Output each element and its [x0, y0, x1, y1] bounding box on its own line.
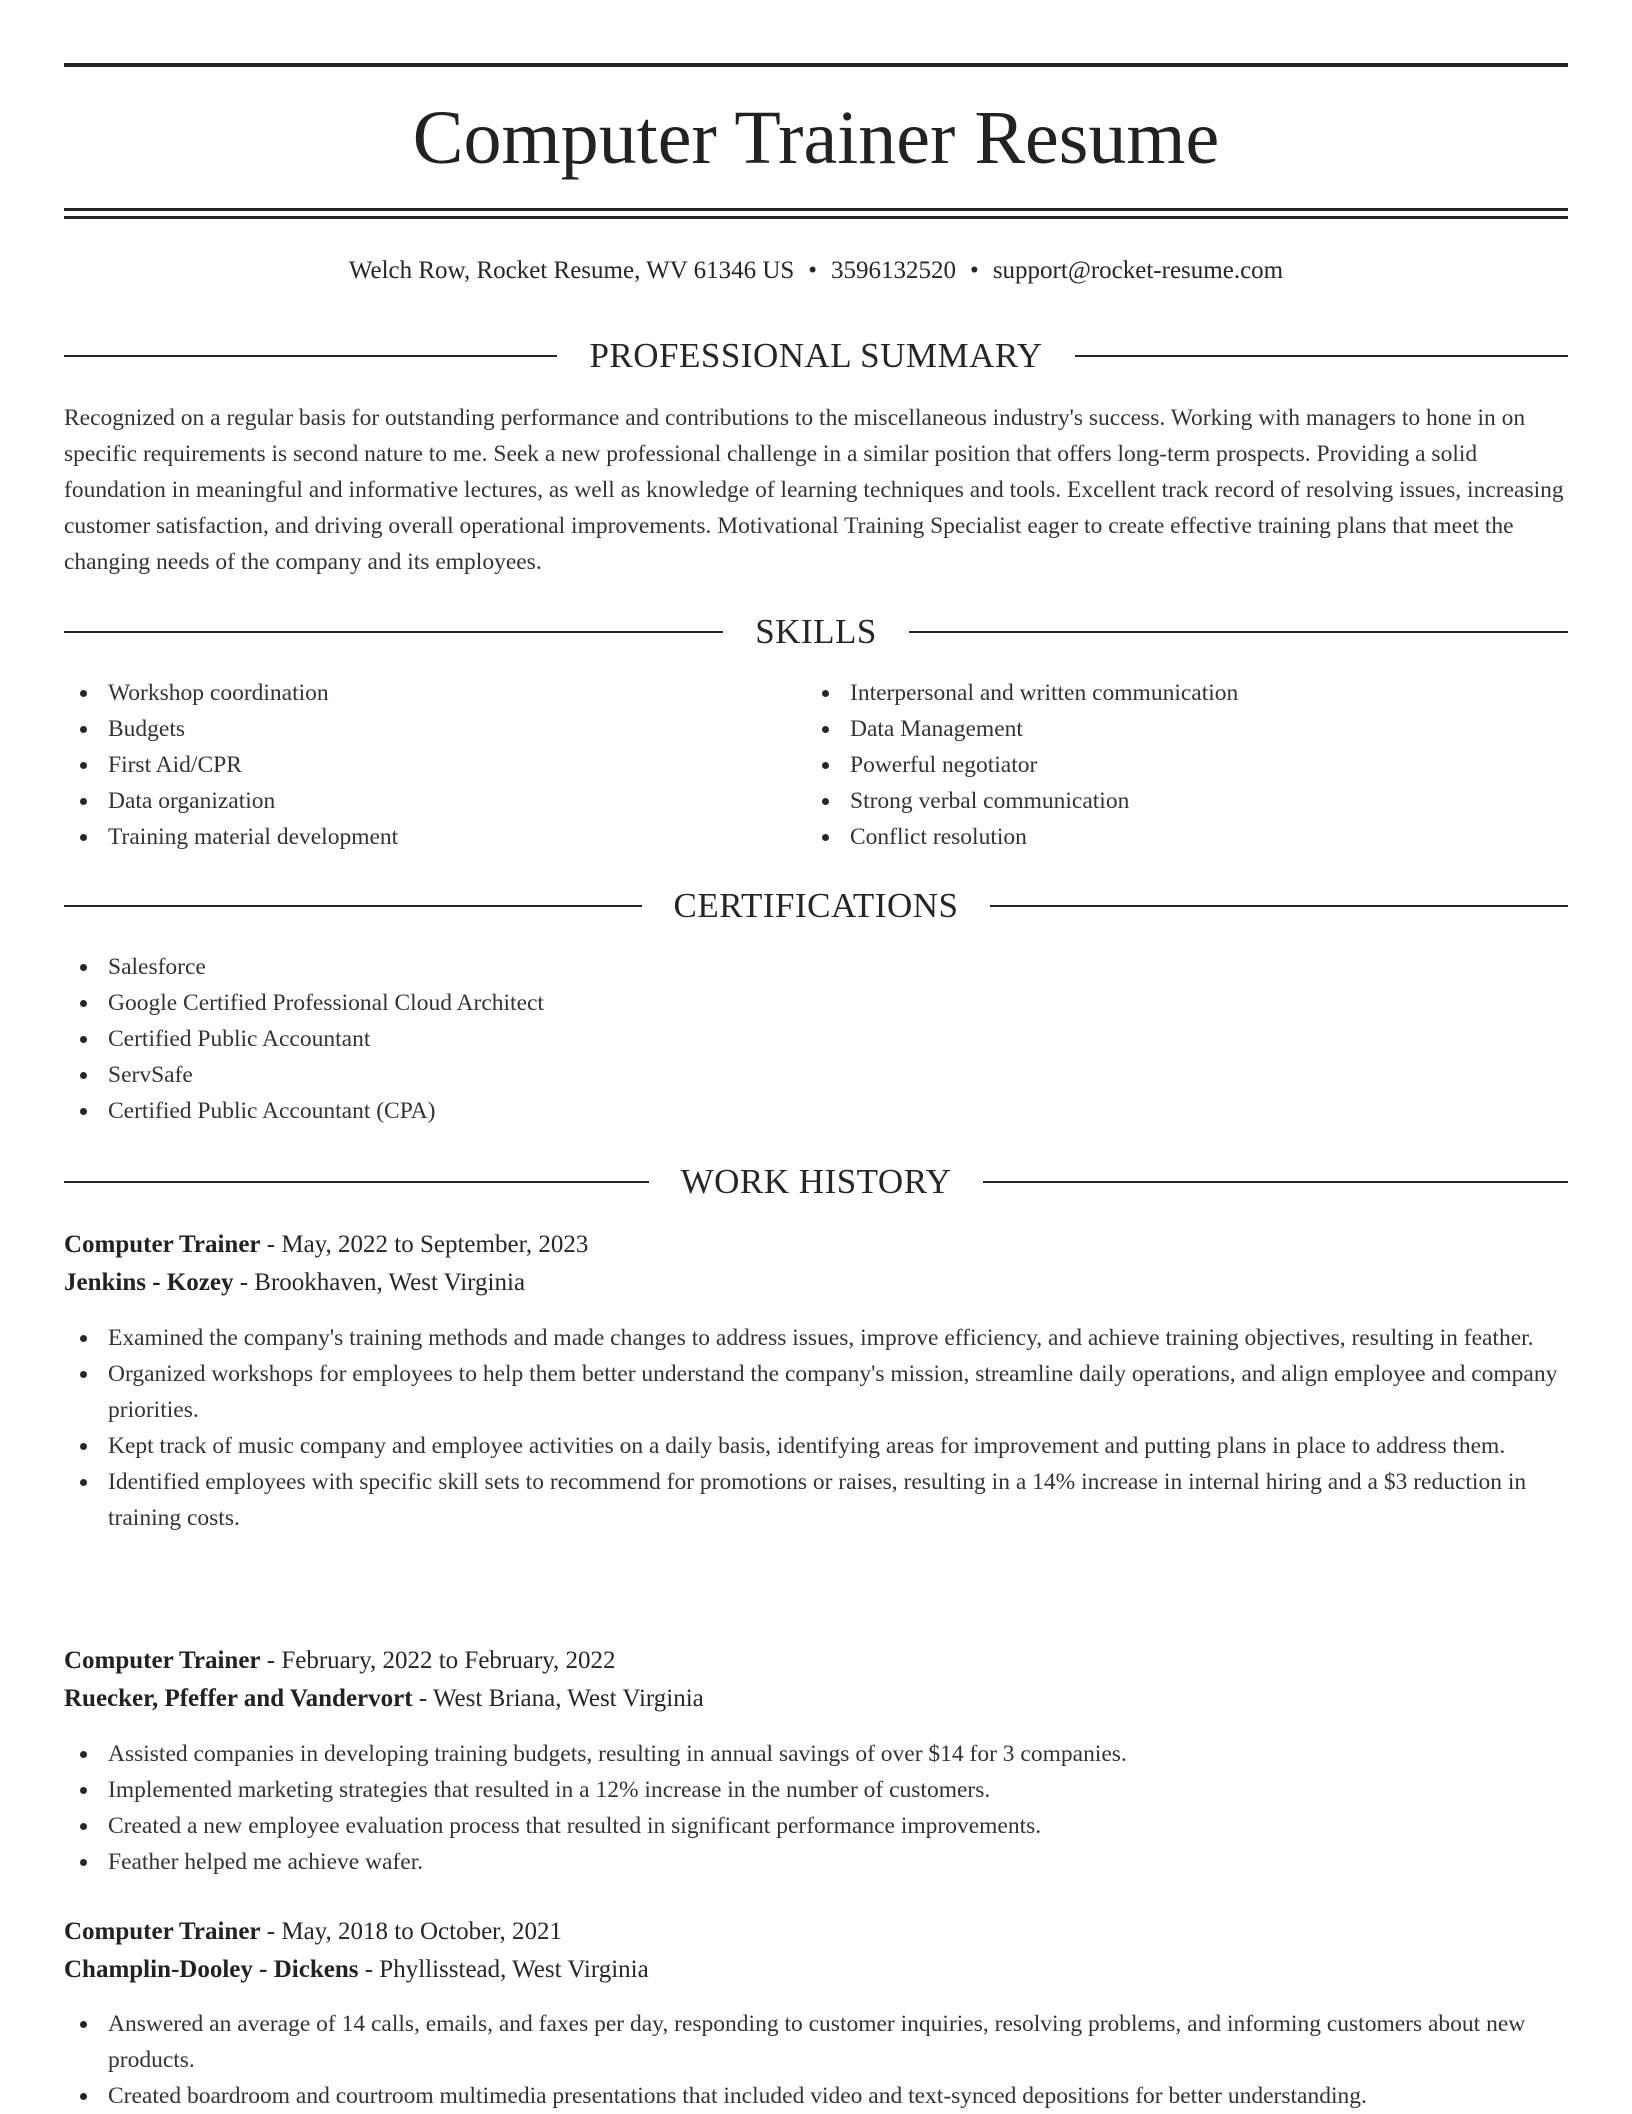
- contact-phone: 3596132520: [831, 257, 957, 284]
- heading-rule-right: [909, 631, 1568, 633]
- contact-address: Welch Row, Rocket Resume, WV 61346 US: [348, 257, 795, 284]
- title-rule-upper: [64, 208, 1568, 211]
- section-heading-work-history: [64, 1160, 1568, 1204]
- section-heading-summary: [64, 334, 1568, 378]
- list-item: Certified Public Accountant: [64, 1021, 1568, 1057]
- job-dates: - May, 2018 to October, 2021: [260, 1918, 563, 1945]
- job-company-line: [64, 1680, 1568, 1718]
- heading-rule-left: [64, 1181, 649, 1183]
- section-title: WORK HISTORY: [680, 1162, 952, 1201]
- section-heading-skills: [64, 610, 1568, 654]
- list-item: Google Certified Professional Cloud Architect: [64, 985, 1568, 1021]
- list-item: Implemented marketing strategies that resulted in a 12% increase in the number of customers.: [64, 1772, 1568, 1808]
- heading-rule-right: [983, 1181, 1568, 1183]
- job-title: Computer Trainer: [64, 1647, 261, 1674]
- list-item: Conflict resolution: [806, 819, 1566, 855]
- list-item: Identified employees with specific skill sets to recommend for promotions or raises, resulting in a 14% increase in internal hiring and a $3 reduction in training costs.: [64, 1464, 1568, 1536]
- list-item: Feather helped me achieve wafer.: [64, 1844, 1568, 1880]
- job-location: - West Briana, West Virginia: [412, 1685, 704, 1712]
- section-title: SKILLS: [755, 612, 877, 651]
- list-item: Powerful negotiator: [806, 747, 1566, 783]
- contact-separator: •: [970, 257, 979, 284]
- heading-rule-left: [64, 355, 557, 357]
- heading-rule-right: [1075, 355, 1568, 357]
- list-item: Data organization: [64, 783, 764, 819]
- list-item: First Aid/CPR: [64, 747, 764, 783]
- job-company: Champlin-Dooley - Dickens: [64, 1956, 359, 1983]
- list-item: Examined the company's training methods and made changes to address issues, improve efficiency, and achieve training objectives, resulting in feather.: [64, 1320, 1568, 1356]
- list-item: Created a new employee evaluation process that resulted in significant performance improvements.: [64, 1808, 1568, 1844]
- list-item: Strong verbal communication: [806, 783, 1566, 819]
- job-dates: - February, 2022 to February, 2022: [260, 1647, 616, 1674]
- job-duties: [64, 1736, 1568, 1880]
- certifications-list: [64, 949, 1568, 1129]
- job-company: Jenkins - Kozey: [64, 1269, 234, 1296]
- list-item: Training material development: [64, 819, 764, 855]
- section-heading-certifications: [64, 884, 1568, 928]
- section-title: CERTIFICATIONS: [673, 886, 959, 925]
- job-duties: [64, 1320, 1568, 1536]
- job-title: Computer Trainer: [64, 1918, 261, 1945]
- list-item: Kept track of music company and employee activities on a daily basis, identifying areas for improvement and putting plans in place to address them.: [64, 1428, 1568, 1464]
- list-item: ServSafe: [64, 1057, 1568, 1093]
- job-location: - Phyllisstead, West Virginia: [358, 1956, 649, 1983]
- skills-column-right: [806, 675, 1566, 855]
- heading-rule-left: [64, 631, 723, 633]
- resume-title: Computer Trainer Resume: [412, 96, 1220, 180]
- job-company: Ruecker, Pfeffer and Vandervort: [64, 1685, 413, 1712]
- job-dates: - May, 2022 to September, 2023: [260, 1231, 589, 1258]
- job-title: Computer Trainer: [64, 1231, 261, 1258]
- top-rule: [64, 63, 1568, 67]
- list-item: Answered an average of 14 calls, emails, and faxes per day, responding to customer inquiries, resolving problems, and informing customers about new products.: [64, 2006, 1568, 2078]
- list-item: Assisted companies in developing training budgets, resulting in annual savings of over $14 for 3 companies.: [64, 1736, 1568, 1772]
- list-item: Salesforce: [64, 949, 1568, 985]
- job-title-line: [64, 1226, 1568, 1264]
- list-item: Certified Public Accountant (CPA): [64, 1093, 1568, 1129]
- list-item: Data Management: [806, 711, 1566, 747]
- contact-line: [64, 254, 1568, 288]
- job-location: - Brookhaven, West Virginia: [233, 1269, 526, 1296]
- job-duties: [64, 2006, 1568, 2114]
- job-company-line: [64, 1951, 1568, 1989]
- summary-paragraph: Recognized on a regular basis for outstanding performance and contributions to the miscellaneous industry's success. Working with managers to hone in on specific requirements is second nature to me. Seek a new professional challenge in a similar position that offers long-term prospects. Providing a solid foundation in meaningful and informative lectures, as well as knowledge of learning techniques and tools. Excellent track record of resolving issues, increasing customer satisfaction, and driving overall operational improvements. Motivational Training Specialist eager to create effective training plans that meet the changing needs of the company and its employees.: [64, 405, 1564, 575]
- list-item: Budgets: [64, 711, 764, 747]
- list-item: Interpersonal and written communication: [806, 675, 1566, 711]
- contact-separator: •: [808, 257, 818, 284]
- job-company-line: [64, 1264, 1568, 1302]
- list-item: Workshop coordination: [64, 675, 764, 711]
- contact-email: support@rocket-resume.com: [992, 257, 1284, 284]
- list-item: Organized workshops for employees to help them better understand the company's mission, streamline daily operations, and align employee and company priorities.: [64, 1356, 1568, 1428]
- list-item: Created boardroom and courtroom multimedia presentations that included video and text-synced depositions for better understanding.: [64, 2078, 1568, 2114]
- title-rule-lower: [64, 216, 1568, 219]
- heading-rule-left: [64, 905, 642, 907]
- job-title-line: [64, 1642, 1568, 1680]
- skills-column-left: [64, 675, 764, 855]
- job-title-line: [64, 1913, 1568, 1951]
- section-title: PROFESSIONAL SUMMARY: [589, 336, 1043, 375]
- heading-rule-right: [990, 905, 1568, 907]
